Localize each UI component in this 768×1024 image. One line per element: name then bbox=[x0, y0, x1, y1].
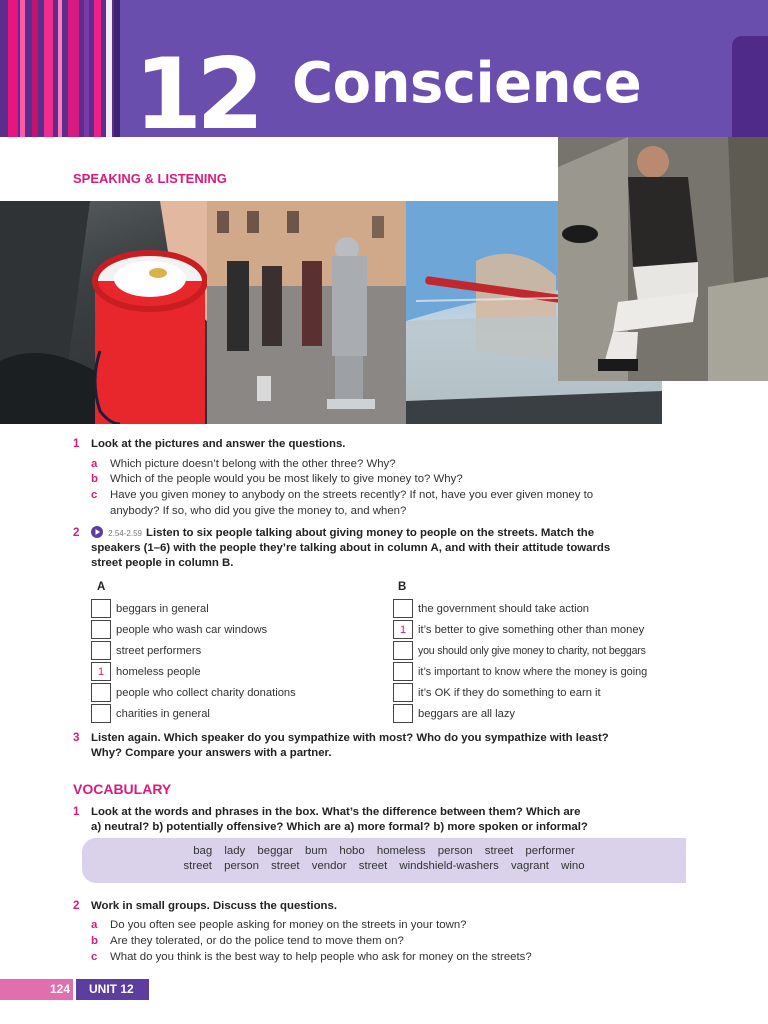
row-text: people who wash car windows bbox=[116, 623, 268, 636]
answer-box[interactable] bbox=[91, 599, 111, 618]
answer-box[interactable] bbox=[91, 620, 111, 639]
question-prompt: Work in small groups. Discuss the questions. bbox=[91, 900, 338, 912]
question-number: 2 bbox=[73, 899, 80, 912]
column-a-heading: A bbox=[97, 581, 106, 593]
vocabulary-words: street person street vendor street windshield-washers vagrant wino bbox=[183, 860, 585, 872]
row-text: beggars are all lazy bbox=[418, 707, 516, 720]
row-text: charities in general bbox=[116, 707, 210, 720]
answer-box[interactable]: 1 bbox=[91, 662, 111, 681]
audio-track-number: 2.54-2.59 bbox=[108, 529, 142, 538]
sub-text: Which of the people would you be most likely to give money to? Why? bbox=[110, 473, 463, 485]
sub-question-continued bbox=[91, 504, 406, 520]
photo-charity-collection-tin bbox=[0, 201, 207, 424]
question-prompt bbox=[91, 526, 594, 542]
question-prompt: a) neutral? b) potentially offensive? Which are a) more formal? b) more spoken or informal? bbox=[91, 821, 588, 833]
photo-homeless-man bbox=[558, 137, 768, 381]
sub-text: Have you given money to anybody on the streets recently? If not, have you ever given money to bbox=[110, 489, 594, 501]
match-row-a bbox=[91, 703, 210, 724]
sub-question bbox=[91, 934, 404, 950]
answer-box[interactable] bbox=[91, 683, 111, 702]
match-row-a bbox=[91, 598, 209, 619]
photo-street-performer bbox=[207, 201, 406, 424]
answer-box[interactable] bbox=[393, 599, 413, 618]
unit-tab bbox=[732, 36, 768, 137]
prompt-line: Listen to six people talking about giving money to people on the streets. Match the bbox=[145, 527, 595, 539]
footer-unit-label: UNIT 12 bbox=[76, 979, 149, 1000]
answer-box[interactable] bbox=[91, 641, 111, 660]
row-text: street performers bbox=[116, 644, 202, 657]
row-text: beggars in general bbox=[116, 602, 209, 615]
question-prompt: Listen again. Which speaker do you sympathize with most? Who do you sympathize with least? bbox=[91, 732, 609, 744]
answer-box[interactable]: 1 bbox=[393, 620, 413, 639]
question-prompt: Look at the pictures and answer the questions. bbox=[91, 438, 346, 450]
sub-question bbox=[91, 457, 396, 473]
sub-question bbox=[91, 488, 593, 504]
row-text: it’s better to give something other than money bbox=[418, 623, 645, 636]
unit-title: Conscience bbox=[292, 51, 642, 116]
question-number: 2 bbox=[73, 526, 80, 539]
match-row-a bbox=[91, 640, 201, 661]
match-row-b bbox=[393, 703, 515, 724]
header-stripes bbox=[0, 0, 120, 137]
sub-question bbox=[91, 950, 532, 966]
sub-letter: b bbox=[91, 935, 98, 947]
section-heading-vocabulary: VOCABULARY bbox=[73, 781, 172, 797]
question-prompt: Why? Compare your answers with a partner. bbox=[91, 747, 332, 759]
row-text: you should only give money to charity, not beggars bbox=[418, 644, 646, 657]
row-text: people who collect charity donations bbox=[116, 686, 296, 699]
match-row-b bbox=[393, 598, 589, 619]
question-number: 3 bbox=[73, 731, 80, 744]
answer-box[interactable] bbox=[393, 662, 413, 681]
row-text: homeless people bbox=[116, 665, 201, 678]
question-number: 1 bbox=[73, 437, 80, 450]
unit-number: 12 bbox=[134, 40, 259, 137]
sub-text: What do you think is the best way to help people who ask for money on the streets? bbox=[110, 951, 532, 963]
match-row-b bbox=[393, 619, 644, 640]
page-number: 124 bbox=[0, 979, 73, 1000]
sub-letter: c bbox=[91, 489, 98, 501]
column-b-heading: B bbox=[398, 581, 407, 593]
match-row-b bbox=[393, 682, 601, 703]
vocabulary-words: bag lady beggar bum hobo homeless person street performer bbox=[193, 845, 575, 857]
sub-letter: a bbox=[91, 919, 98, 931]
row-text: the government should take action bbox=[418, 602, 590, 615]
match-row-b bbox=[393, 661, 647, 682]
section-heading-speaking: SPEAKING & LISTENING bbox=[73, 171, 227, 186]
sub-letter: c bbox=[91, 951, 98, 963]
answer-box[interactable] bbox=[393, 704, 413, 723]
sub-text: Do you often see people asking for money on the streets in your town? bbox=[110, 919, 467, 931]
sub-question bbox=[91, 472, 463, 488]
row-text: it’s OK if they do something to earn it bbox=[418, 686, 601, 699]
prompt-line: street people in column B. bbox=[91, 557, 234, 569]
sub-text: Are they tolerated, or do the police tend to move them on? bbox=[110, 935, 404, 947]
match-row-a bbox=[91, 682, 296, 703]
question-prompt: Look at the words and phrases in the box. What’s the difference between them? Which are bbox=[91, 806, 581, 818]
sub-text: Which picture doesn’t belong with the other three? Why? bbox=[110, 458, 396, 470]
match-row-a bbox=[91, 661, 201, 682]
answer-box[interactable] bbox=[393, 641, 413, 660]
unit-header bbox=[0, 0, 768, 137]
match-row-a bbox=[91, 619, 267, 640]
match-row-b bbox=[393, 640, 646, 661]
sub-question bbox=[91, 918, 467, 934]
answer-box[interactable] bbox=[91, 704, 111, 723]
question-number: 1 bbox=[73, 805, 80, 818]
row-text: it’s important to know where the money is going bbox=[418, 665, 648, 678]
prompt-line: speakers (1–6) with the people they’re talking about in column A, and with their attitude towards bbox=[91, 542, 611, 554]
sub-letter: b bbox=[91, 473, 98, 485]
play-circle-icon[interactable] bbox=[91, 526, 103, 538]
sub-letter: a bbox=[91, 458, 98, 470]
sub-text: anybody? If so, who did you give the money to, and when? bbox=[110, 505, 407, 517]
answer-box[interactable] bbox=[393, 683, 413, 702]
